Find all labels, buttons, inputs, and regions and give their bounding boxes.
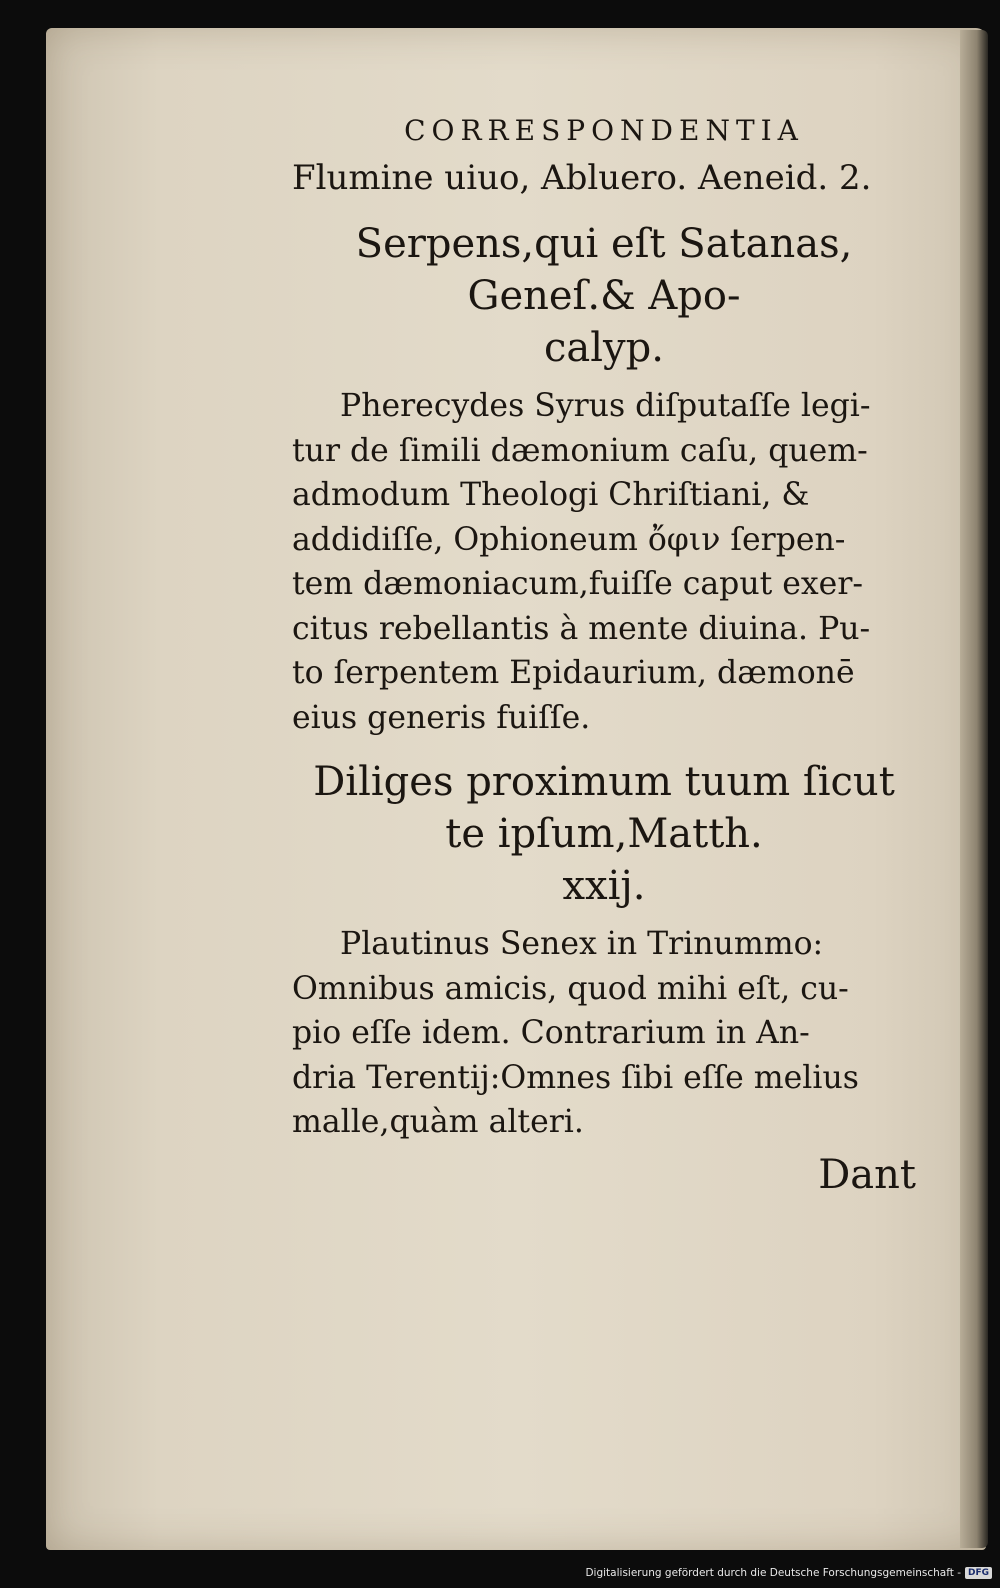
digitization-credit xyxy=(585,1562,992,1584)
section-heading-serpens xyxy=(292,218,916,374)
text-line: Pherecydes Syrus diſputaſſe legi- xyxy=(340,388,871,424)
text-line: malle,quàm alteri. xyxy=(292,1104,584,1140)
page-edge xyxy=(960,30,988,1548)
text-line: citus rebellantis à mente diuina. Pu- xyxy=(292,610,871,647)
text-line: addidiſſe, Ophioneum ὄφιν ſerpen- xyxy=(292,521,846,558)
heading-line: Geneſ.& Apo- xyxy=(467,273,741,319)
page-text xyxy=(292,108,916,1203)
heading-line: Diliges proximum tuum ſicut xyxy=(313,759,895,805)
heading-line: Serpens,qui eſt Satanas, xyxy=(355,221,853,267)
text-line: Omnibus amicis, quod mihi eſt, cu- xyxy=(292,970,849,1007)
catchword: Dant xyxy=(818,1151,916,1198)
running-head: CORRESPONDENTIA xyxy=(404,114,804,147)
section-heading-diliges xyxy=(292,756,916,912)
dfg-logo-icon: DFG xyxy=(965,1567,992,1579)
paragraph-plautinus xyxy=(292,922,916,1145)
text-line: admodum Theologi Chriſtiani, & xyxy=(292,477,810,513)
text-line: Plautinus Senex in Trinummo: xyxy=(340,926,824,962)
heading-line: calyp. xyxy=(544,325,664,371)
reference-line: Flumine uiuo, Abluero. Aeneid. 2. xyxy=(292,158,872,198)
heading-line: xxij. xyxy=(562,863,646,909)
text-line: pio eſſe idem. Contrarium in An- xyxy=(292,1015,810,1051)
text-line: eius generis fuiſſe. xyxy=(292,699,591,736)
credit-text: Digitalisierung gefördert durch die Deutsche Forschungsgemeinschaft - xyxy=(585,1567,961,1579)
paragraph-pherecydes xyxy=(292,384,916,740)
heading-line: te ipſum,Matth. xyxy=(445,811,763,857)
text-line: dria Terentij:Omnes ſibi eſſe melius xyxy=(292,1059,859,1096)
text-line: tem dæmoniacum,fuiſſe caput exer- xyxy=(292,566,864,602)
text-line: to ſerpentem Epidaurium, dæmonē xyxy=(292,655,855,691)
text-line: tur de ſimili dæmonium caſu, quem- xyxy=(292,432,868,469)
